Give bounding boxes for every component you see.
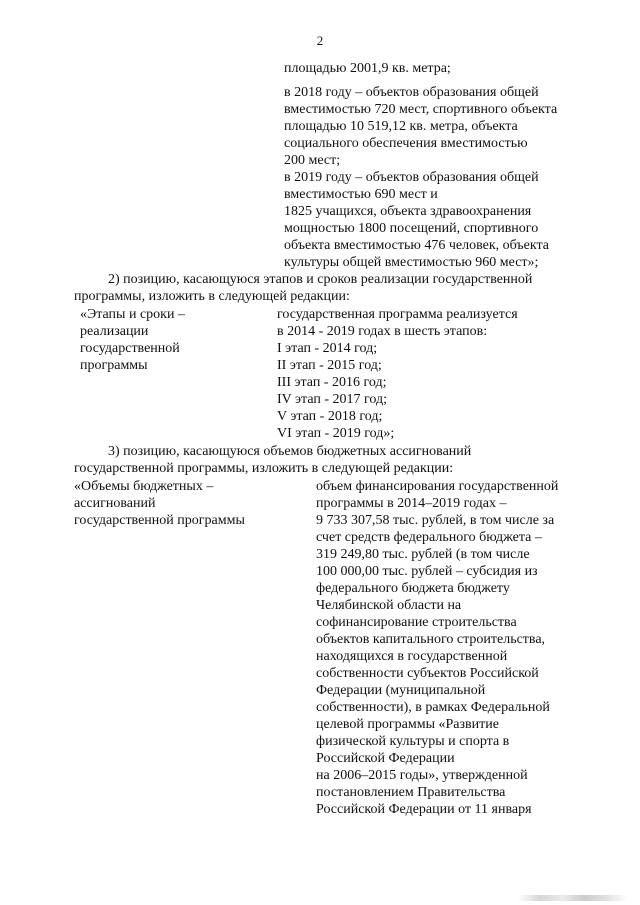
- funding-value-line: 9 733 307,58 тыс. рублей, в том числе за: [316, 513, 555, 528]
- funding-value-line: объем финансирования государственной: [316, 479, 559, 494]
- text-line: площадью 2001,9 кв. метра;: [284, 61, 451, 76]
- funding-value-line: на 2006–2015 годы», утвержденной: [316, 768, 528, 783]
- funding-label-line: государственной программы: [74, 513, 245, 528]
- paragraph-line: государственной программы, изложить в следующей редакции:: [74, 461, 454, 476]
- funding-value-line: софинансирование строительства: [316, 615, 517, 630]
- funding-value-line: Российской Федерации: [316, 751, 455, 766]
- funding-value-line: программы в 2014–2019 годах –: [316, 496, 507, 511]
- stages-label-line: программы: [80, 358, 148, 373]
- stages-value-line: III этап - 2016 год;: [277, 375, 387, 390]
- funding-value-line: федерального бюджета бюджету: [316, 581, 510, 596]
- footer-scan-mark: [518, 895, 628, 901]
- funding-value-line: постановлением Правительства: [316, 785, 506, 800]
- paragraph-line: 2) позицию, касающуюся этапов и сроков реализации государственной: [108, 272, 533, 287]
- funding-value-line: находящихся в государственной: [316, 649, 508, 664]
- funding-value-line: целевой программы «Развитие: [316, 717, 499, 732]
- stages-value-line: государственная программа реализуется: [277, 307, 518, 322]
- funding-value-line: собственности субъектов Российской: [316, 666, 539, 681]
- paragraph-line: 3) позицию, касающуюся объемов бюджетных ассигнований: [108, 444, 472, 459]
- funding-value-line: собственности), в рамках Федеральной: [316, 700, 550, 715]
- funding-value-line: Российской Федерации от 11 января: [316, 802, 532, 817]
- funding-label-line: «Объемы бюджетных –: [74, 479, 214, 494]
- text-line: вместимостью 690 мест и: [284, 187, 438, 202]
- stages-value-line: VI этап - 2019 год»;: [277, 426, 395, 441]
- text-line: объекта вместимостью 476 человек, объекта: [284, 238, 549, 253]
- stages-value-line: II этап - 2015 год;: [277, 358, 382, 373]
- funding-value-line: физической культуры и спорта в: [316, 734, 510, 749]
- stages-label-line: государственной: [80, 341, 180, 356]
- stages-value-line: I этап - 2014 год;: [277, 341, 378, 356]
- text-line: в 2019 году – объектов образования общей: [284, 170, 539, 185]
- funding-value-line: Федерации (муниципальной: [316, 683, 486, 698]
- paragraph-line: программы, изложить в следующей редакции:: [74, 289, 350, 304]
- text-line: мощностью 1800 посещений, спортивного: [284, 221, 539, 236]
- stages-value-line: IV этап - 2017 год;: [277, 392, 388, 407]
- stages-value-line: в 2014 - 2019 годах в шесть этапов:: [277, 324, 488, 339]
- stages-value-line: V этап - 2018 год;: [277, 409, 383, 424]
- text-line: 200 мест;: [284, 153, 341, 168]
- text-line: в 2018 году – объектов образования общей: [284, 85, 539, 100]
- stages-label-line: реализации: [80, 324, 149, 339]
- funding-value-line: Челябинской области на: [316, 598, 462, 613]
- stages-label-line: «Этапы и сроки –: [80, 307, 185, 322]
- funding-value-line: 319 249,80 тыс. рублей (в том числе: [316, 547, 530, 562]
- text-line: площадью 10 519,12 кв. метра, объекта: [284, 119, 518, 134]
- funding-value-line: объектов капитального строительства,: [316, 632, 546, 647]
- funding-value-line: счет средств федерального бюджета –: [316, 530, 542, 545]
- text-line: вместимостью 720 мест, спортивного объекта: [284, 102, 558, 117]
- funding-label-line: ассигнований: [74, 496, 156, 511]
- page-number: 2: [316, 33, 324, 48]
- text-line: социального обеспечения вместимостью: [284, 136, 528, 151]
- funding-value-line: 100 000,00 тыс. рублей – субсидия из: [316, 564, 538, 579]
- text-line: 1825 учащихся, объекта здравоохранения: [284, 204, 532, 219]
- text-line: культуры общей вместимостью 960 мест»;: [284, 255, 539, 270]
